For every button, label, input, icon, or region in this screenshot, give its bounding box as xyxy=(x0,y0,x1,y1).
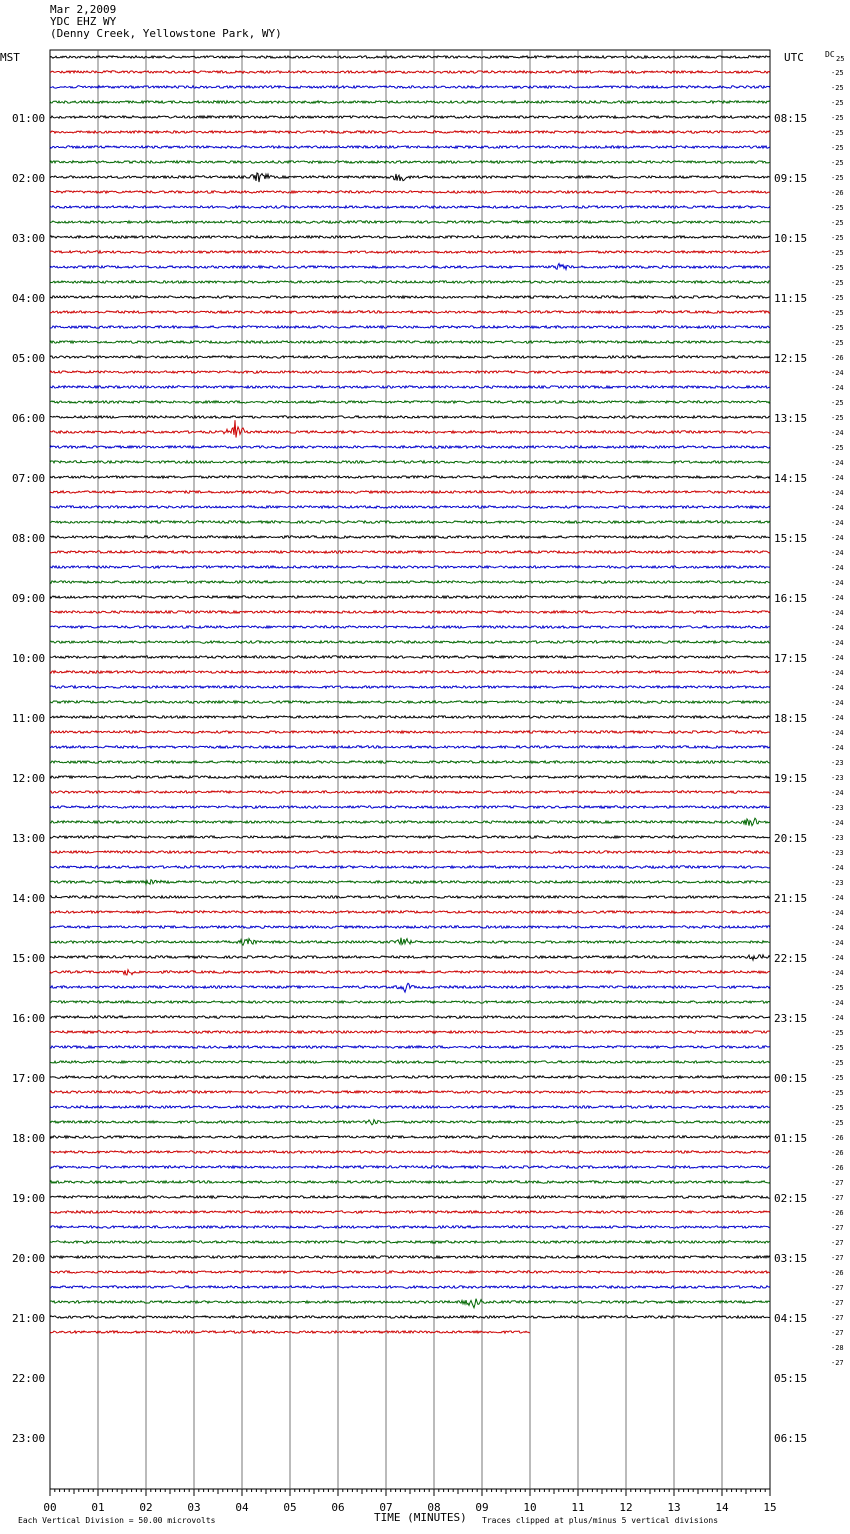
seismic-trace xyxy=(50,341,770,343)
dc-offset-label: -23 xyxy=(831,759,844,767)
dc-offset-label: -26 xyxy=(831,1149,844,1157)
seismic-trace xyxy=(50,420,770,437)
right-time-label: 02:15 xyxy=(774,1192,808,1205)
seismic-trace xyxy=(50,1001,770,1003)
seismic-trace xyxy=(50,611,770,613)
dc-offset-label: -27 xyxy=(831,1239,844,1247)
dc-offset-label: -26 xyxy=(831,189,844,197)
dc-offset-label: -24 xyxy=(831,729,844,737)
dc-offset-label: -27 xyxy=(831,1359,844,1367)
clip-note: Traces clipped at plus/minus 5 vertical divisions xyxy=(482,1516,719,1525)
left-time-label: 01:00 xyxy=(12,112,46,125)
dc-offset-label: -23 xyxy=(831,879,844,887)
seismic-trace xyxy=(50,955,770,960)
dc-offset-label: -25 xyxy=(831,1074,844,1082)
dc-offset-label: -25 xyxy=(831,99,844,107)
dc-offset-label: -24 xyxy=(831,624,844,632)
seismic-trace xyxy=(50,1046,770,1048)
x-axis-label: TIME (MINUTES) xyxy=(374,1511,467,1524)
left-time-label: 23:00 xyxy=(12,1432,46,1445)
x-tick-label: 15 xyxy=(763,1501,777,1514)
seismic-trace xyxy=(50,970,770,975)
left-time-label: 13:00 xyxy=(12,832,46,845)
dc-offset-label: -24 xyxy=(831,609,844,617)
dc-offset-label: -25 xyxy=(831,129,844,137)
dc-offset-label: 25 xyxy=(836,55,845,63)
left-time-label: 20:00 xyxy=(12,1252,46,1265)
seismic-trace xyxy=(50,221,770,223)
dc-offset-label: -24 xyxy=(831,1014,844,1022)
x-tick-label: 12 xyxy=(619,1501,633,1514)
right-time-label: 22:15 xyxy=(774,952,808,965)
seismic-trace xyxy=(50,818,770,825)
dc-offset-label: -25 xyxy=(831,1104,844,1112)
seismic-trace xyxy=(50,1181,770,1183)
dc-offset-label: -25 xyxy=(831,144,844,152)
seismic-trace xyxy=(50,1196,770,1198)
seismic-trace xyxy=(50,236,770,238)
dc-offset-label: -25 xyxy=(831,279,844,287)
seismic-trace xyxy=(50,401,770,403)
seismic-trace xyxy=(50,461,770,463)
dc-offset-label: -24 xyxy=(831,639,844,647)
dc-offset-label: -24 xyxy=(831,654,844,662)
left-time-label: 18:00 xyxy=(12,1132,46,1145)
x-tick-label: 14 xyxy=(715,1501,729,1514)
seismic-trace xyxy=(50,86,770,88)
header-location: (Denny Creek, Yellowstone Park, WY) xyxy=(50,27,282,40)
right-time-label: 08:15 xyxy=(774,112,808,125)
dc-offset-label: -24 xyxy=(831,999,844,1007)
seismic-trace xyxy=(50,386,770,388)
seismic-trace xyxy=(50,1299,770,1308)
right-time-label: 15:15 xyxy=(774,532,808,545)
seismic-trace xyxy=(50,491,770,493)
right-time-label: 13:15 xyxy=(774,412,808,425)
dc-offset-label: -25 xyxy=(831,234,844,242)
dc-label: DC xyxy=(825,50,835,59)
left-time-label: 11:00 xyxy=(12,712,46,725)
dc-offset-label: -25 xyxy=(831,1059,844,1067)
seismic-trace xyxy=(50,1031,770,1033)
left-time-label: 09:00 xyxy=(12,592,46,605)
left-time-label: 05:00 xyxy=(12,352,46,365)
dc-offset-label: -25 xyxy=(831,264,844,272)
right-time-label: 16:15 xyxy=(774,592,808,605)
dc-offset-label: -24 xyxy=(831,864,844,872)
seismic-trace xyxy=(50,1256,770,1258)
seismic-trace xyxy=(50,551,770,553)
seismic-trace xyxy=(50,1316,770,1318)
seismic-trace xyxy=(50,596,770,598)
seismic-trace xyxy=(50,716,770,718)
left-time-label: 04:00 xyxy=(12,292,46,305)
dc-offset-label: -27 xyxy=(831,1179,844,1187)
left-time-label: 19:00 xyxy=(12,1192,46,1205)
dc-offset-label: -25 xyxy=(831,1044,844,1052)
dc-offset-label: -25 xyxy=(831,444,844,452)
x-tick-label: 04 xyxy=(235,1501,249,1514)
seismic-trace xyxy=(50,1120,770,1125)
right-time-label: 03:15 xyxy=(774,1252,808,1265)
right-time-label: 06:15 xyxy=(774,1432,808,1445)
dc-offset-label: -27 xyxy=(831,1329,844,1337)
seismic-trace xyxy=(50,656,770,658)
dc-offset-label: -25 xyxy=(831,174,844,182)
dc-offset-label: -24 xyxy=(831,549,844,557)
seismic-trace xyxy=(50,761,770,763)
seismic-trace xyxy=(50,911,770,913)
dc-offset-label: -24 xyxy=(831,684,844,692)
header-station: YDC EHZ WY xyxy=(50,15,117,28)
left-time-label: 14:00 xyxy=(12,892,46,905)
dc-offset-label: -25 xyxy=(831,1119,844,1127)
dc-offset-label: -25 xyxy=(831,69,844,77)
x-tick-label: 11 xyxy=(571,1501,585,1514)
seismic-trace xyxy=(50,371,770,373)
dc-offset-label: -24 xyxy=(831,564,844,572)
seismic-trace xyxy=(50,1226,770,1228)
right-time-label: 20:15 xyxy=(774,832,808,845)
dc-offset-label: -23 xyxy=(831,849,844,857)
dc-offset-label: -24 xyxy=(831,384,844,392)
left-timezone-label: MST xyxy=(0,51,20,64)
dc-offset-label: -23 xyxy=(831,834,844,842)
x-tick-label: 03 xyxy=(187,1501,201,1514)
dc-offset-label: -27 xyxy=(831,1224,844,1232)
seismic-trace xyxy=(50,776,770,778)
left-time-label: 06:00 xyxy=(12,412,46,425)
seismic-trace xyxy=(50,161,770,163)
dc-offset-label: -24 xyxy=(831,489,844,497)
dc-offset-label: -27 xyxy=(831,1284,844,1292)
dc-offset-label: -25 xyxy=(831,339,844,347)
seismic-trace xyxy=(50,101,770,103)
right-time-label: 00:15 xyxy=(774,1072,808,1085)
right-time-label: 21:15 xyxy=(774,892,808,905)
right-time-label: 12:15 xyxy=(774,352,808,365)
dc-offset-label: -25 xyxy=(831,249,844,257)
seismic-trace xyxy=(50,791,770,793)
seismic-trace xyxy=(50,311,770,313)
seismic-trace xyxy=(50,1061,770,1063)
x-tick-label: 00 xyxy=(43,1501,57,1514)
dc-offset-label: -24 xyxy=(831,939,844,947)
dc-offset-label: -25 xyxy=(831,309,844,317)
right-time-label: 05:15 xyxy=(774,1372,808,1385)
seismic-trace xyxy=(50,731,770,733)
dc-offset-label: -25 xyxy=(831,324,844,332)
right-time-label: 23:15 xyxy=(774,1012,808,1025)
seismic-trace xyxy=(50,173,770,182)
seismic-trace xyxy=(50,56,770,58)
seismic-trace xyxy=(50,866,770,868)
left-time-label: 10:00 xyxy=(12,652,46,665)
dc-offset-label: -25 xyxy=(831,294,844,302)
seismic-trace xyxy=(50,326,770,328)
seismic-trace xyxy=(50,1271,770,1273)
x-tick-label: 05 xyxy=(283,1501,297,1514)
seismic-trace xyxy=(50,851,770,853)
dc-offset-label: -26 xyxy=(831,1269,844,1277)
seismic-trace xyxy=(50,251,770,253)
dc-offset-label: -26 xyxy=(831,1209,844,1217)
right-time-label: 14:15 xyxy=(774,472,808,485)
left-time-label: 22:00 xyxy=(12,1372,46,1385)
left-time-label: 21:00 xyxy=(12,1312,46,1325)
dc-offset-label: -24 xyxy=(831,924,844,932)
dc-offset-label: -27 xyxy=(831,1314,844,1322)
dc-offset-label: -25 xyxy=(831,1029,844,1037)
seismic-trace xyxy=(50,1091,770,1093)
left-time-label: 02:00 xyxy=(12,172,46,185)
dc-offset-label: -25 xyxy=(831,984,844,992)
dc-offset-label: -24 xyxy=(831,504,844,512)
dc-offset-label: -28 xyxy=(831,1344,844,1352)
seismic-trace xyxy=(50,191,770,193)
seismic-trace xyxy=(50,416,770,418)
dc-offset-label: -23 xyxy=(831,804,844,812)
seismic-trace xyxy=(50,926,770,928)
left-time-label: 03:00 xyxy=(12,232,46,245)
seismic-trace xyxy=(50,146,770,148)
left-time-label: 17:00 xyxy=(12,1072,46,1085)
dc-offset-label: -24 xyxy=(831,714,844,722)
dc-offset-label: -24 xyxy=(831,969,844,977)
dc-offset-label: -24 xyxy=(831,534,844,542)
seismic-trace xyxy=(50,701,770,703)
dc-offset-label: -24 xyxy=(831,669,844,677)
dc-offset-label: -25 xyxy=(831,414,844,422)
seismic-trace xyxy=(50,521,770,523)
seismic-trace xyxy=(50,206,770,208)
dc-offset-label: -27 xyxy=(831,1254,844,1262)
x-tick-label: 09 xyxy=(475,1501,489,1514)
seismic-trace xyxy=(50,626,770,628)
dc-offset-label: -24 xyxy=(831,519,844,527)
seismic-trace xyxy=(50,116,770,118)
seismic-trace xyxy=(50,506,770,508)
left-time-label: 12:00 xyxy=(12,772,46,785)
dc-offset-label: -25 xyxy=(831,1089,844,1097)
seismic-trace xyxy=(50,566,770,568)
seismic-trace xyxy=(50,896,770,898)
header-date: Mar 2,2009 xyxy=(50,3,117,16)
dc-offset-label: -25 xyxy=(831,399,844,407)
seismic-trace xyxy=(50,1166,770,1168)
right-time-label: 11:15 xyxy=(774,292,808,305)
dc-offset-label: -24 xyxy=(831,369,844,377)
right-timezone-label: UTC xyxy=(784,51,804,64)
right-time-label: 19:15 xyxy=(774,772,808,785)
seismic-trace xyxy=(50,938,770,946)
seismic-trace xyxy=(50,71,770,73)
dc-offset-label: -24 xyxy=(831,954,844,962)
right-time-label: 09:15 xyxy=(774,172,808,185)
seismic-trace xyxy=(50,671,770,673)
right-time-label: 10:15 xyxy=(774,232,808,245)
x-tick-label: 08 xyxy=(427,1501,441,1514)
dc-offset-label: -25 xyxy=(831,84,844,92)
left-time-label: 15:00 xyxy=(12,952,46,965)
seismic-trace xyxy=(50,641,770,643)
seismic-trace xyxy=(50,476,770,478)
seismic-trace xyxy=(50,1241,770,1243)
right-time-label: 17:15 xyxy=(774,652,808,665)
dc-offset-label: -25 xyxy=(831,219,844,227)
left-time-label: 16:00 xyxy=(12,1012,46,1025)
dc-offset-label: -27 xyxy=(831,1299,844,1307)
seismic-trace xyxy=(50,836,770,838)
seismic-trace xyxy=(50,446,770,448)
seismic-trace xyxy=(50,1016,770,1018)
right-time-label: 01:15 xyxy=(774,1132,808,1145)
dc-offset-label: -24 xyxy=(831,459,844,467)
seismic-trace xyxy=(50,536,770,538)
dc-offset-label: -26 xyxy=(831,1134,844,1142)
dc-offset-label: -24 xyxy=(831,594,844,602)
dc-offset-label: -24 xyxy=(831,579,844,587)
dc-offset-label: -24 xyxy=(831,909,844,917)
seismic-trace xyxy=(50,296,770,298)
dc-offset-label: -26 xyxy=(831,1164,844,1172)
seismic-trace xyxy=(50,806,770,808)
dc-offset-label: -26 xyxy=(831,354,844,362)
x-tick-label: 01 xyxy=(91,1501,105,1514)
dc-offset-label: -24 xyxy=(831,789,844,797)
seismic-trace xyxy=(50,264,770,270)
seismic-trace xyxy=(50,281,770,283)
dc-offset-label: -24 xyxy=(831,894,844,902)
seismic-trace xyxy=(50,1106,770,1108)
seismic-trace xyxy=(50,1211,770,1213)
x-tick-label: 02 xyxy=(139,1501,153,1514)
dc-offset-label: -25 xyxy=(831,114,844,122)
seismic-trace xyxy=(50,1151,770,1153)
seismic-trace xyxy=(50,746,770,748)
dc-offset-label: -24 xyxy=(831,429,844,437)
seismic-trace xyxy=(50,686,770,688)
left-time-label: 07:00 xyxy=(12,472,46,485)
seismic-trace xyxy=(50,581,770,583)
dc-offset-label: -24 xyxy=(831,744,844,752)
x-tick-label: 13 xyxy=(667,1501,681,1514)
seismic-trace xyxy=(50,983,770,992)
dc-offset-label: -25 xyxy=(831,159,844,167)
right-time-label: 18:15 xyxy=(774,712,808,725)
dc-offset-label: -27 xyxy=(831,1194,844,1202)
dc-offset-label: -24 xyxy=(831,699,844,707)
seismic-trace xyxy=(50,1076,770,1078)
dc-offset-label: -25 xyxy=(831,204,844,212)
left-time-label: 08:00 xyxy=(12,532,46,545)
seismic-trace xyxy=(50,1136,770,1138)
seismic-trace xyxy=(50,131,770,133)
seismic-trace xyxy=(50,880,770,885)
scale-note: Each Vertical Division = 50.00 microvolts xyxy=(18,1516,216,1525)
x-tick-label: 07 xyxy=(379,1501,393,1514)
x-tick-label: 06 xyxy=(331,1501,345,1514)
seismic-trace xyxy=(50,1286,770,1288)
dc-offset-label: -24 xyxy=(831,819,844,827)
seismic-trace xyxy=(50,356,770,358)
x-tick-label: 10 xyxy=(523,1501,537,1514)
dc-offset-label: -24 xyxy=(831,474,844,482)
right-time-label: 04:15 xyxy=(774,1312,808,1325)
dc-offset-label: -23 xyxy=(831,774,844,782)
